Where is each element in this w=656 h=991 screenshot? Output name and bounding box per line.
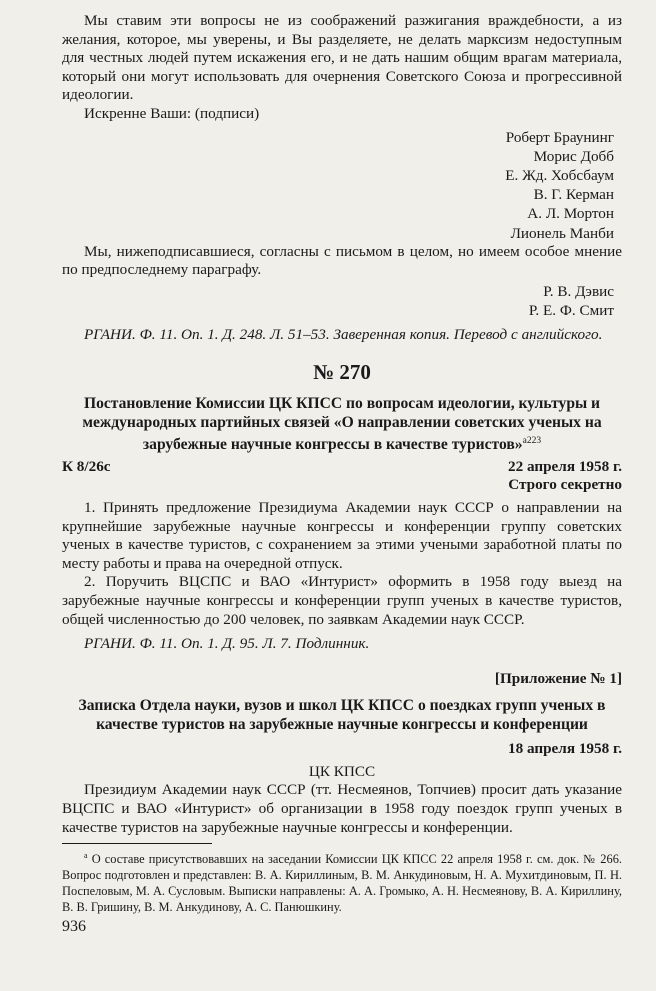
- dissent-paragraph: Мы, нижеподписавшиеся, согласны с письмом в целом, но имеем особое мнение по предпоследнему параграфу.: [62, 242, 622, 279]
- footnote-divider: [62, 843, 212, 844]
- letter-archive-source: РГАНИ. Ф. 11. Оп. 1. Д. 248. Л. 51–53. Заверенная копия. Перевод с английского.: [84, 326, 603, 344]
- signer: В. Г. Керман: [533, 186, 614, 204]
- page-number: 936: [62, 918, 86, 935]
- document-number: № 270: [313, 359, 371, 384]
- appendix-title: Записка Отдела науки, вузов и школ ЦК КПСС о поездках групп ученых в качестве туристов на зарубежные научные конгрессы и конференции: [78, 697, 606, 734]
- dissent-signer: Р. Е. Ф. Смит: [528, 302, 614, 320]
- appendix-label: [Приложение № 1]: [494, 669, 622, 687]
- signer: Лионель Манби: [510, 224, 614, 242]
- signers-list: [62, 128, 614, 243]
- appendix-body: Президиум Академии наук СССР (тт. Несмеянов, Топчиев) просит дать указание ВЦСПС и ВАО «Интурист» об организации в 1958 году поездок групп ученых в качестве туристов на зарубежные научные конгрессы и конференции.: [62, 781, 622, 836]
- signer: Морис Добб: [533, 147, 614, 165]
- footnote: [62, 848, 622, 915]
- footnote-reference: а223: [522, 435, 542, 446]
- letter-salutation: Искренне Ваши: (подписи): [84, 104, 260, 122]
- document-archive-source: РГАНИ. Ф. 11. Оп. 1. Д. 95. Л. 7. Подлинник.: [84, 635, 370, 653]
- page-body: [62, 12, 622, 915]
- footnote-mark: а: [84, 851, 88, 861]
- dissent-signer: Р. В. Дэвис: [543, 282, 614, 300]
- document-title: [62, 394, 622, 454]
- index-date-row: [62, 458, 622, 477]
- appendix-addressee: ЦК КПСС: [308, 762, 376, 780]
- signer: А. Л. Мортон: [527, 205, 614, 223]
- secrecy-stamp: Строго секретно: [508, 476, 622, 494]
- document-index: К 8/26с: [62, 457, 111, 475]
- appendix-date: 18 апреля 1958 г.: [507, 740, 622, 758]
- signer: Е. Жд. Хобсбаум: [505, 166, 614, 184]
- document-title-text: Постановление Комиссии ЦК КПСС по вопросам идеологии, культуры и международных партийных связей «О направлении советских ученых на зарубежные научные конгрессы в качестве туристов»: [82, 394, 602, 453]
- resolution-item-1: 1. Принять предложение Президиума Академии наук СССР о направлении на крупнейшие зарубежные научные конгрессы и конференции группу советских ученых в качестве туристов, с сохранением за этими учеными заработной платы по месту работы и права на очередной отпуск.: [62, 498, 622, 572]
- document-date: 22 апреля 1958 г.: [507, 457, 622, 475]
- resolution-item-2: 2. Поручить ВЦСПС и ВАО «Интурист» оформить в 1958 году выезд на зарубежные научные конгрессы и конференции групп ученых в качестве туристов, общей численностью до 200 человек, по заявкам Академии наук СССР.: [62, 573, 622, 628]
- signer: Роберт Браунинг: [505, 128, 614, 146]
- letter-closing-paragraph: Мы ставим эти вопросы не из соображений разжигания враждебности, а из желания, которое, мы уверены, и Вы разделяете, не делать марксизм недоступным для честных людей путем искажения его, и не дать нашим общим врагам материала, который они могут использовать для очернения Советского Союза и прогрессивной идеологии.: [62, 12, 622, 104]
- dissent-signers-list: [62, 282, 614, 320]
- footnote-text: О составе присутствовавших на заседании Комиссии ЦК КПСС 22 апреля 1958 г. см. док. № 266. Вопрос подготовлен и представлен: В. А. Кириллиным, В. М. Анкудиновым, Н. А. Мухитдиновым, П. Н. Поспеловым, М. А. Сусловым. Выписки направлены: А. А. Громыко, А. Н. Несмеянову, В. А. Кириллину, В. В. Гришину, В. М. Анкудинову, А. С. Панюшкину.: [62, 852, 622, 915]
